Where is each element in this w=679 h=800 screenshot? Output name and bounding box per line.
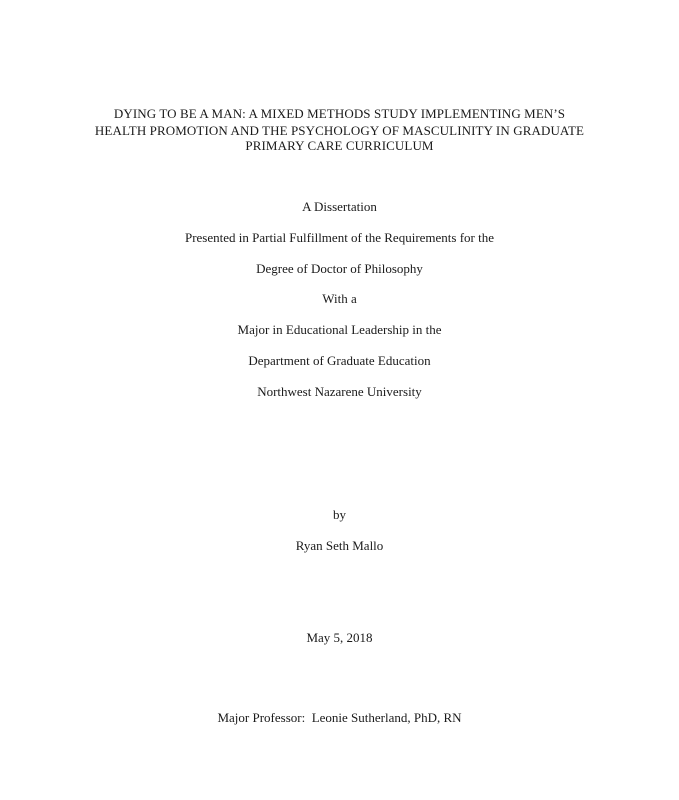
- presentation-line-2: Degree of Doctor of Philosophy: [256, 261, 423, 276]
- university-name: Northwest Nazarene University: [257, 384, 422, 399]
- dissertation-title-line-2: HEALTH PROMOTION AND THE PSYCHOLOGY OF MASCULINITY IN GRADUATE: [94, 123, 585, 138]
- presentation-line-3: With a: [322, 291, 357, 306]
- by-label: by: [333, 507, 346, 522]
- major-professor: Major Professor: Leonie Sutherland, PhD, RN: [217, 710, 462, 725]
- presentation-line-5: Department of Graduate Education: [248, 353, 431, 368]
- presentation-line-1: Presented in Partial Fulfillment of the Requirements for the: [184, 230, 495, 245]
- presentation-line-4: Major in Educational Leadership in the: [237, 322, 442, 337]
- submission-date: May 5, 2018: [306, 630, 373, 645]
- author-name: Ryan Seth Mallo: [295, 538, 384, 553]
- dissertation-title-line-1: DYING TO BE A MAN: A MIXED METHODS STUDY IMPLEMENTING MEN’S: [113, 106, 566, 121]
- document-type: A Dissertation: [302, 199, 377, 214]
- dissertation-title-line-3: PRIMARY CARE CURRICULUM: [245, 138, 434, 153]
